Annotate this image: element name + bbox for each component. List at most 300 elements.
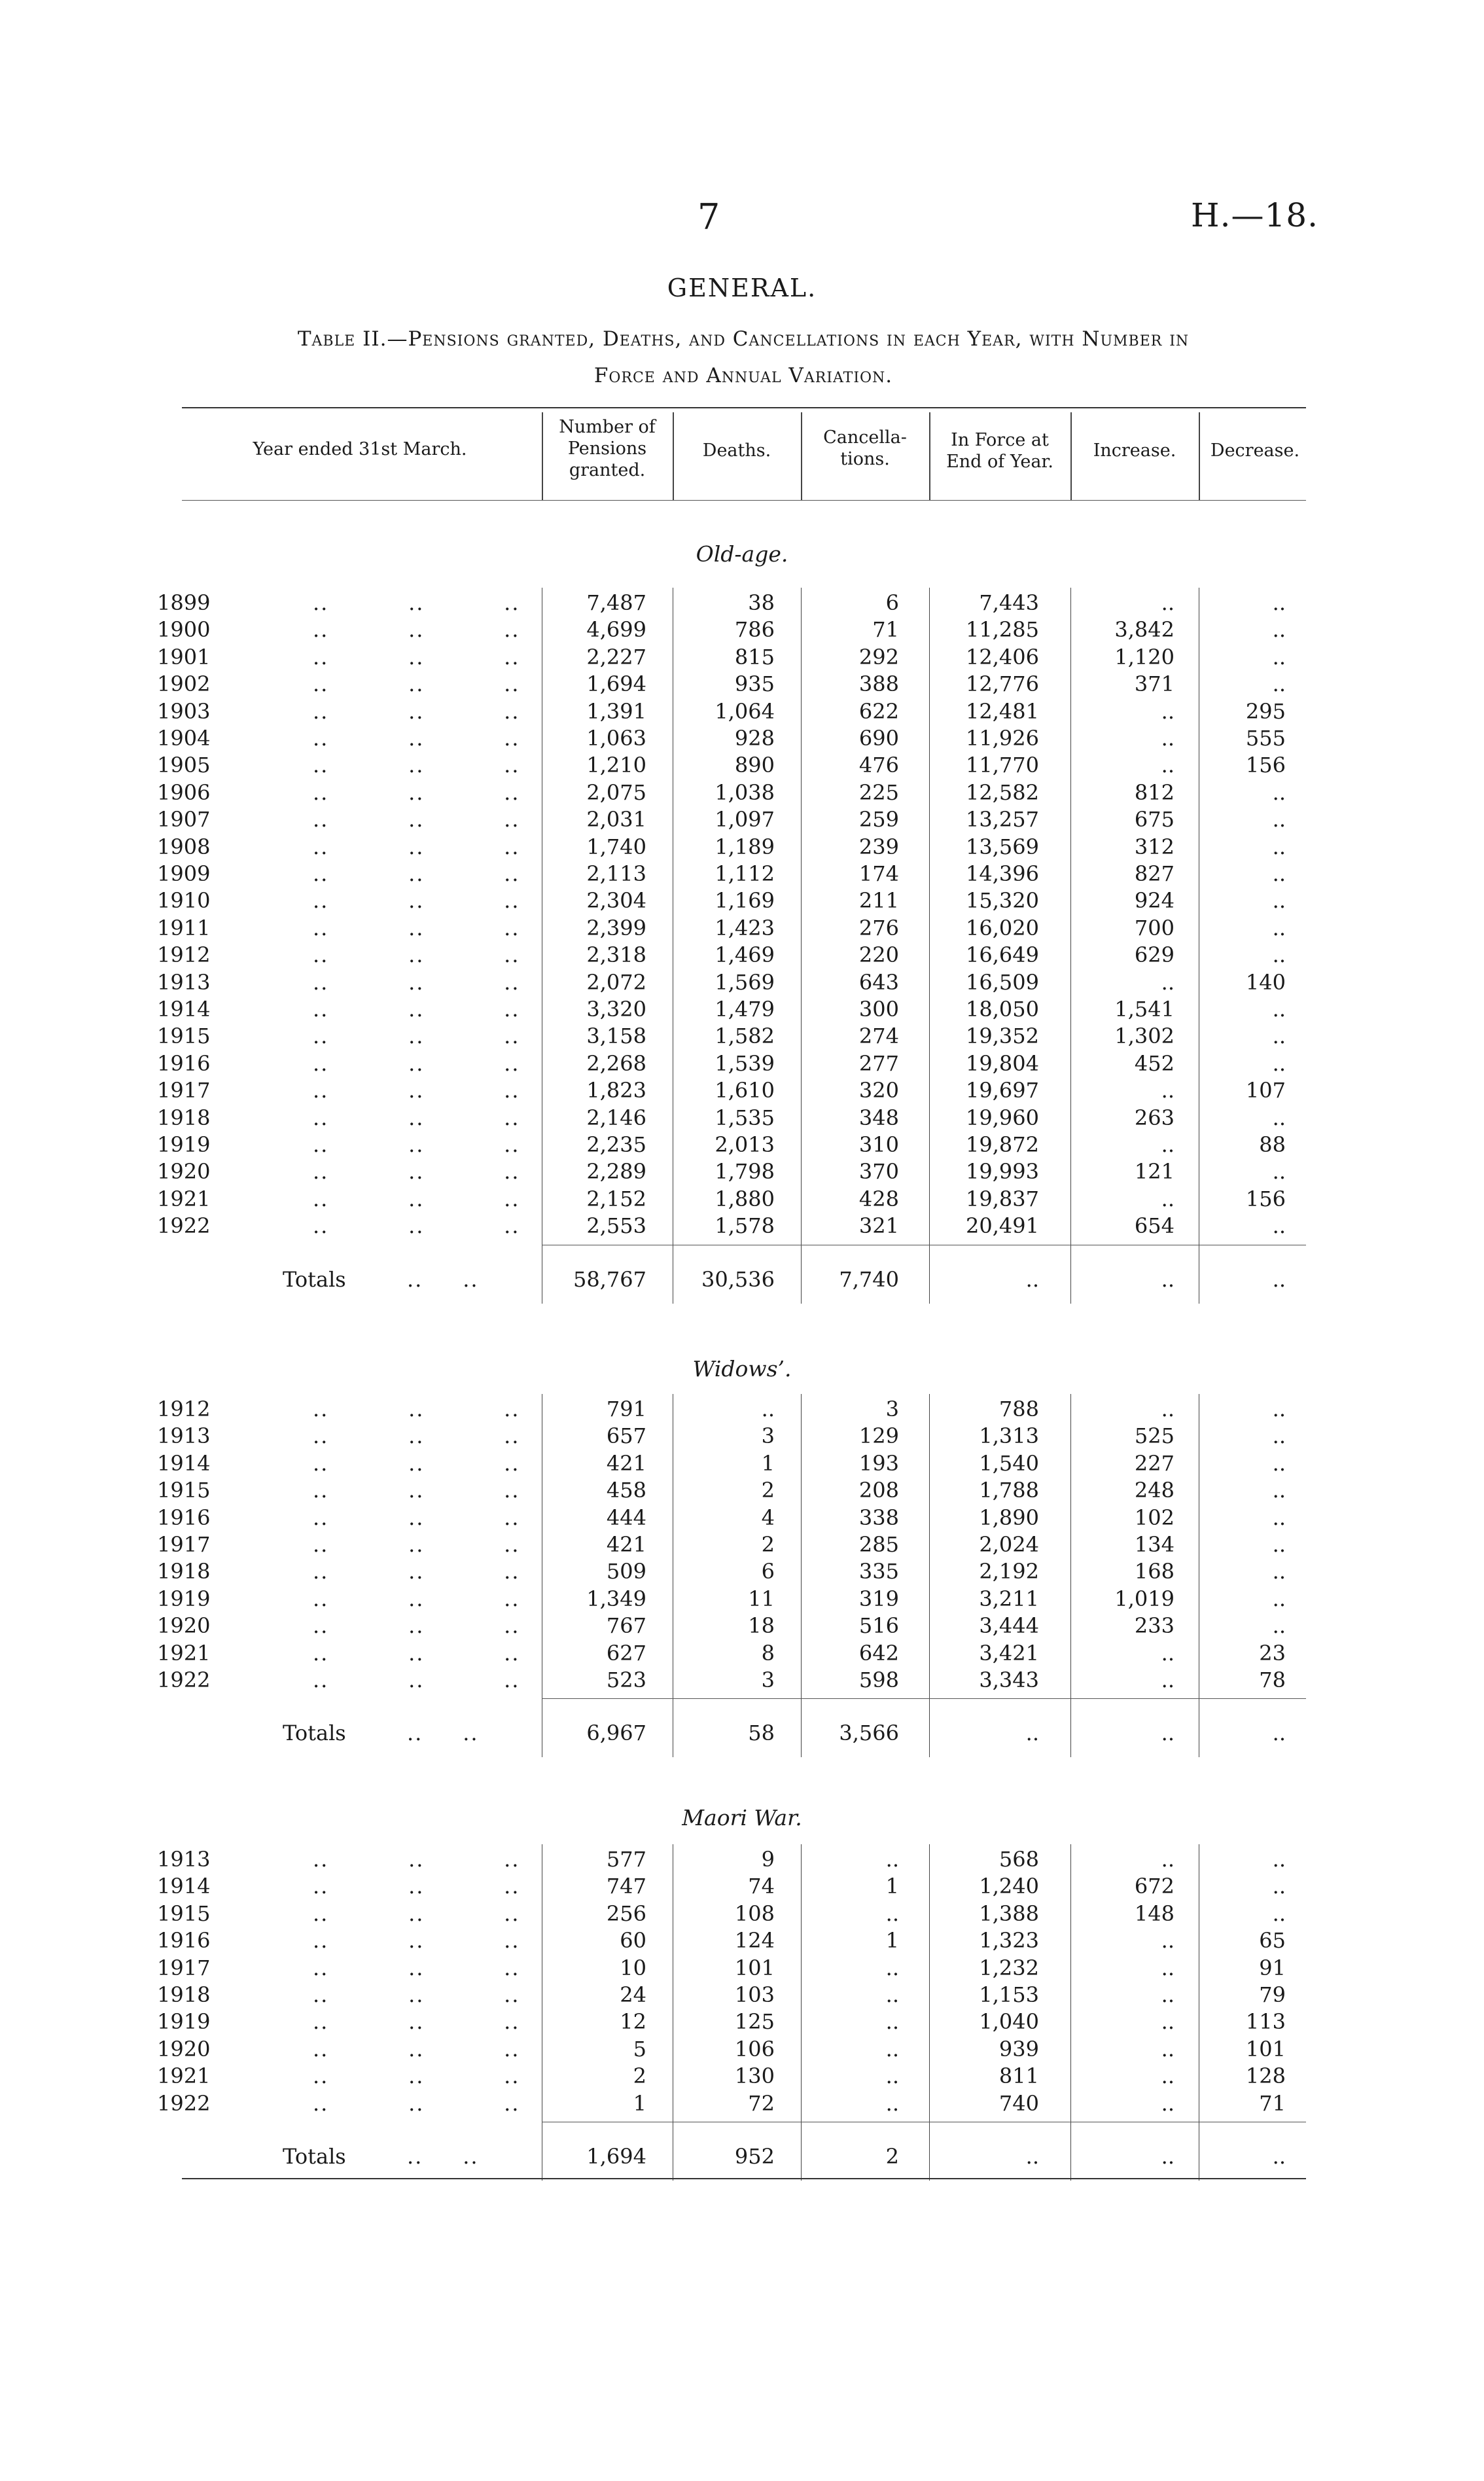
column-header-cancellations-line-2: tions. bbox=[840, 449, 890, 469]
row-cell: 3,842 bbox=[1114, 617, 1175, 642]
row-cell: 3 bbox=[761, 1423, 775, 1448]
totals-cell: 30,536 bbox=[701, 1267, 775, 1292]
row-cell: 79 bbox=[1259, 1982, 1286, 2007]
row-cell: 3 bbox=[885, 1397, 899, 1421]
row-leader-dots: .. .. .. bbox=[313, 942, 520, 967]
header-divider bbox=[1199, 412, 1200, 500]
row-cell: 20,491 bbox=[966, 1213, 1039, 1238]
section-title: Old-age. bbox=[696, 541, 788, 567]
row-leader-dots: .. .. .. bbox=[313, 1187, 520, 1211]
row-cell: 285 bbox=[858, 1532, 899, 1557]
row-cell: 1,423 bbox=[715, 916, 775, 940]
column-header-granted-line-3: granted. bbox=[569, 460, 646, 480]
row-cell: 292 bbox=[858, 645, 899, 669]
row-cell: .. bbox=[885, 1982, 899, 2007]
row-cell: 1,097 bbox=[715, 807, 775, 832]
row-year: 1913 bbox=[157, 1847, 211, 1872]
column-divider bbox=[801, 588, 802, 1304]
row-leader-dots: .. .. .. bbox=[313, 1159, 520, 1184]
row-cell: 1,694 bbox=[586, 671, 646, 696]
row-cell: 3,421 bbox=[979, 1641, 1039, 1666]
row-cell: .. bbox=[1161, 1078, 1175, 1103]
row-cell: 320 bbox=[858, 1078, 899, 1103]
row-leader-dots: .. .. .. bbox=[313, 2063, 520, 2088]
row-year: 1920 bbox=[157, 2037, 211, 2062]
row-cell: 71 bbox=[872, 617, 899, 642]
row-cell: 555 bbox=[1245, 726, 1286, 751]
column-header-granted bbox=[542, 416, 673, 481]
section-title: Maori War. bbox=[682, 1805, 802, 1830]
row-leader-dots: .. .. .. bbox=[313, 888, 520, 913]
row-cell: 19,993 bbox=[966, 1159, 1039, 1184]
row-cell: .. bbox=[1272, 1423, 1286, 1448]
row-cell: 3,158 bbox=[586, 1024, 646, 1048]
row-cell: .. bbox=[1272, 888, 1286, 913]
row-cell: 1,038 bbox=[715, 780, 775, 805]
totals-cell: .. bbox=[1025, 1267, 1039, 1292]
totals-cell: 1,694 bbox=[586, 2144, 646, 2169]
row-year: 1910 bbox=[157, 888, 211, 913]
row-cell: 19,960 bbox=[966, 1105, 1039, 1130]
row-leader-dots: .. .. .. bbox=[313, 726, 520, 751]
row-cell: 18 bbox=[748, 1613, 775, 1638]
row-year: 1914 bbox=[157, 1451, 211, 1476]
row-cell: 60 bbox=[620, 1928, 646, 1953]
row-year: 1922 bbox=[157, 1668, 211, 1692]
row-cell: 452 bbox=[1134, 1051, 1175, 1076]
row-cell: 1,880 bbox=[715, 1187, 775, 1211]
row-leader-dots: .. .. .. bbox=[313, 1051, 520, 1076]
row-leader-dots: .. .. .. bbox=[313, 1532, 520, 1557]
row-cell: .. bbox=[1272, 1213, 1286, 1238]
row-cell: .. bbox=[1161, 1397, 1175, 1421]
row-cell: 1,169 bbox=[715, 888, 775, 913]
row-cell: 928 bbox=[734, 726, 775, 751]
row-cell: .. bbox=[1161, 726, 1175, 751]
row-cell: .. bbox=[885, 2091, 899, 2116]
row-year: 1906 bbox=[157, 780, 211, 805]
row-cell: 2,075 bbox=[586, 780, 646, 805]
row-leader-dots: .. .. .. bbox=[313, 1423, 520, 1448]
row-cell: 2,553 bbox=[586, 1213, 646, 1238]
row-year: 1917 bbox=[157, 1532, 211, 1557]
row-cell: 1,578 bbox=[715, 1213, 775, 1238]
row-cell: .. bbox=[1161, 1187, 1175, 1211]
column-header-in-force-line-1: In Force at bbox=[951, 430, 1049, 450]
row-cell: 1,323 bbox=[979, 1928, 1039, 1953]
header-bottom-rule bbox=[182, 500, 1306, 501]
row-cell: 1,349 bbox=[586, 1586, 646, 1611]
row-leader-dots: .. .. .. bbox=[313, 645, 520, 669]
row-cell: 1,582 bbox=[715, 1024, 775, 1048]
row-cell: 220 bbox=[858, 942, 899, 967]
row-leader-dots: .. .. .. bbox=[313, 1874, 520, 1899]
row-cell: .. bbox=[1161, 1132, 1175, 1157]
totals-leader-dots: .. .. bbox=[407, 1721, 479, 1745]
row-cell: 1 bbox=[761, 1451, 775, 1476]
row-year: 1921 bbox=[157, 2063, 211, 2088]
column-header-granted-line-2: Pensions bbox=[567, 438, 647, 459]
row-year: 1903 bbox=[157, 699, 211, 724]
row-cell: 812 bbox=[1134, 780, 1175, 805]
row-leader-dots: .. .. .. bbox=[313, 807, 520, 832]
row-year: 1917 bbox=[157, 1078, 211, 1103]
row-leader-dots: .. .. .. bbox=[313, 1928, 520, 1953]
row-cell: .. bbox=[1272, 1613, 1286, 1638]
row-cell: 1,302 bbox=[1114, 1024, 1175, 1048]
row-cell: 2,227 bbox=[586, 645, 646, 669]
row-cell: 1,469 bbox=[715, 942, 775, 967]
row-cell: 3,211 bbox=[979, 1586, 1039, 1611]
column-header-deaths: Deaths. bbox=[702, 440, 771, 461]
row-year: 1901 bbox=[157, 645, 211, 669]
row-year: 1899 bbox=[157, 590, 211, 615]
row-cell: 2 bbox=[761, 1532, 775, 1557]
row-leader-dots: .. .. .. bbox=[313, 753, 520, 777]
row-cell: 263 bbox=[1134, 1105, 1175, 1130]
column-divider bbox=[929, 588, 930, 1304]
row-cell: 2,072 bbox=[586, 970, 646, 995]
column-divider bbox=[1070, 588, 1071, 1304]
row-cell: 12,776 bbox=[966, 671, 1039, 696]
row-cell: .. bbox=[1272, 1397, 1286, 1421]
totals-label: Totals bbox=[283, 2144, 346, 2169]
section-heading: GENERAL. bbox=[667, 274, 817, 302]
row-cell: 225 bbox=[858, 780, 899, 805]
row-cell: .. bbox=[1272, 1901, 1286, 1926]
row-cell: 4 bbox=[761, 1505, 775, 1530]
row-cell: 125 bbox=[734, 2009, 775, 2034]
row-cell: 101 bbox=[734, 1955, 775, 1980]
totals-cell: 2 bbox=[885, 2144, 899, 2169]
row-cell: 348 bbox=[858, 1105, 899, 1130]
column-header-in-force-line-2: End of Year. bbox=[946, 452, 1053, 472]
row-cell: .. bbox=[1272, 645, 1286, 669]
column-divider bbox=[1070, 1394, 1071, 1757]
row-leader-dots: .. .. .. bbox=[313, 590, 520, 615]
row-cell: 335 bbox=[858, 1559, 899, 1584]
row-cell: 211 bbox=[858, 888, 899, 913]
totals-cell: 952 bbox=[734, 2144, 775, 2169]
row-cell: .. bbox=[1161, 1982, 1175, 2007]
row-cell: 103 bbox=[734, 1982, 775, 2007]
row-cell: 16,020 bbox=[966, 916, 1039, 940]
row-cell: 1,112 bbox=[715, 861, 775, 886]
row-cell: 8 bbox=[761, 1641, 775, 1666]
row-cell: 1,535 bbox=[715, 1105, 775, 1130]
row-cell: 295 bbox=[1245, 699, 1286, 724]
row-cell: 421 bbox=[606, 1451, 646, 1476]
row-cell: .. bbox=[1272, 942, 1286, 967]
row-cell: 371 bbox=[1134, 671, 1175, 696]
row-cell: .. bbox=[885, 2009, 899, 2034]
row-year: 1911 bbox=[157, 916, 211, 940]
row-year: 1919 bbox=[157, 1132, 211, 1157]
row-year: 1921 bbox=[157, 1641, 211, 1666]
row-year: 1904 bbox=[157, 726, 211, 751]
row-cell: 11,285 bbox=[966, 617, 1039, 642]
row-leader-dots: .. .. .. bbox=[313, 916, 520, 940]
row-cell: 627 bbox=[606, 1641, 646, 1666]
row-cell: 622 bbox=[858, 699, 899, 724]
row-cell: 2,268 bbox=[586, 1051, 646, 1076]
row-year: 1921 bbox=[157, 1187, 211, 1211]
row-year: 1917 bbox=[157, 1955, 211, 1980]
totals-cell: .. bbox=[1272, 1721, 1286, 1745]
row-cell: .. bbox=[885, 1955, 899, 1980]
row-cell: 13,257 bbox=[966, 807, 1039, 832]
row-year: 1912 bbox=[157, 942, 211, 967]
row-cell: .. bbox=[1161, 1641, 1175, 1666]
row-cell: .. bbox=[1161, 2063, 1175, 2088]
row-cell: 130 bbox=[734, 2063, 775, 2088]
column-divider bbox=[929, 1394, 930, 1757]
row-cell: 370 bbox=[858, 1159, 899, 1184]
row-cell: .. bbox=[885, 1847, 899, 1872]
row-leader-dots: .. .. .. bbox=[313, 1505, 520, 1530]
row-cell: 3,444 bbox=[979, 1613, 1039, 1638]
row-cell: 890 bbox=[734, 753, 775, 777]
row-cell: .. bbox=[1272, 861, 1286, 886]
row-cell: .. bbox=[1161, 1847, 1175, 1872]
row-cell: 2,113 bbox=[586, 861, 646, 886]
header-divider bbox=[929, 412, 930, 500]
row-cell: .. bbox=[1272, 807, 1286, 832]
row-year: 1914 bbox=[157, 1874, 211, 1899]
column-divider bbox=[929, 1844, 930, 2181]
row-cell: 12,582 bbox=[966, 780, 1039, 805]
row-cell: .. bbox=[1272, 997, 1286, 1022]
totals-cell: 58,767 bbox=[573, 1267, 646, 1292]
row-cell: 1,610 bbox=[715, 1078, 775, 1103]
totals-cell: 6,967 bbox=[586, 1721, 646, 1745]
row-cell: 1,153 bbox=[979, 1982, 1039, 2007]
row-leader-dots: .. .. .. bbox=[313, 1451, 520, 1476]
row-cell: 509 bbox=[606, 1559, 646, 1584]
column-header-increase: Increase. bbox=[1093, 440, 1176, 461]
row-cell: 129 bbox=[858, 1423, 899, 1448]
row-cell: 643 bbox=[858, 970, 899, 995]
row-cell: 7,443 bbox=[979, 590, 1039, 615]
row-year: 1915 bbox=[157, 1901, 211, 1926]
page-number: 7 bbox=[698, 196, 720, 238]
row-cell: 101 bbox=[1245, 2037, 1286, 2062]
row-cell: 811 bbox=[998, 2063, 1039, 2088]
row-year: 1916 bbox=[157, 1051, 211, 1076]
row-cell: 108 bbox=[734, 1901, 775, 1926]
row-cell: 1,890 bbox=[979, 1505, 1039, 1530]
row-cell: 9 bbox=[761, 1847, 775, 1872]
row-cell: .. bbox=[761, 1397, 775, 1421]
row-leader-dots: .. .. .. bbox=[313, 1397, 520, 1421]
row-cell: 71 bbox=[1259, 2091, 1286, 2116]
row-cell: 654 bbox=[1134, 1213, 1175, 1238]
row-cell: 1 bbox=[885, 1928, 899, 1953]
row-cell: 2,304 bbox=[586, 888, 646, 913]
row-cell: 675 bbox=[1134, 807, 1175, 832]
row-cell: 227 bbox=[1134, 1451, 1175, 1476]
column-header-granted-line-1: Number of bbox=[559, 417, 656, 437]
row-cell: 428 bbox=[858, 1187, 899, 1211]
row-cell: .. bbox=[885, 2037, 899, 2062]
row-year: 1907 bbox=[157, 807, 211, 832]
totals-label: Totals bbox=[283, 1721, 346, 1745]
totals-cell: .. bbox=[1161, 2144, 1175, 2169]
totals-cell: .. bbox=[1161, 1721, 1175, 1745]
row-cell: 19,872 bbox=[966, 1132, 1039, 1157]
row-leader-dots: .. .. .. bbox=[313, 1668, 520, 1692]
row-cell: .. bbox=[1161, 753, 1175, 777]
row-cell: .. bbox=[1272, 1532, 1286, 1557]
header-top-rule bbox=[182, 407, 1306, 408]
totals-cell: .. bbox=[1161, 1267, 1175, 1292]
row-cell: 78 bbox=[1259, 1668, 1286, 1692]
row-cell: 16,649 bbox=[966, 942, 1039, 967]
row-leader-dots: .. .. .. bbox=[313, 1078, 520, 1103]
row-year: 1900 bbox=[157, 617, 211, 642]
row-cell: 300 bbox=[858, 997, 899, 1022]
header-divider bbox=[542, 412, 543, 500]
row-cell: 10 bbox=[620, 1955, 646, 1980]
row-leader-dots: .. .. .. bbox=[313, 970, 520, 995]
row-cell: 2,289 bbox=[586, 1159, 646, 1184]
row-cell: 388 bbox=[858, 671, 899, 696]
totals-leader-dots: .. .. bbox=[407, 2144, 479, 2169]
row-cell: 233 bbox=[1134, 1613, 1175, 1638]
totals-leader-dots: .. .. bbox=[407, 1267, 479, 1292]
table-caption-line-1: Table II.—Pensions granted, Deaths, and Cancellations in each Year, with Number in bbox=[297, 327, 1190, 351]
row-year: 1922 bbox=[157, 2091, 211, 2116]
row-cell: .. bbox=[1272, 617, 1286, 642]
row-cell: 516 bbox=[858, 1613, 899, 1638]
row-cell: .. bbox=[1272, 1024, 1286, 1048]
row-cell: 140 bbox=[1245, 970, 1286, 995]
row-year: 1913 bbox=[157, 1423, 211, 1448]
row-cell: 106 bbox=[734, 2037, 775, 2062]
column-header-cancellations-line-1: Cancella- bbox=[823, 427, 907, 448]
row-cell: 248 bbox=[1134, 1478, 1175, 1503]
row-cell: .. bbox=[1272, 1847, 1286, 1872]
section-title: Widows’. bbox=[692, 1356, 792, 1382]
row-cell: 88 bbox=[1259, 1132, 1286, 1157]
header-divider bbox=[801, 412, 802, 500]
row-cell: 421 bbox=[606, 1532, 646, 1557]
row-cell: .. bbox=[1272, 1478, 1286, 1503]
row-leader-dots: .. .. .. bbox=[313, 1982, 520, 2007]
row-cell: 134 bbox=[1134, 1532, 1175, 1557]
row-year: 1922 bbox=[157, 1213, 211, 1238]
row-cell: 1,539 bbox=[715, 1051, 775, 1076]
row-cell: 13,569 bbox=[966, 834, 1039, 859]
row-cell: 1,388 bbox=[979, 1901, 1039, 1926]
row-cell: 458 bbox=[606, 1478, 646, 1503]
row-cell: 16,509 bbox=[966, 970, 1039, 995]
row-cell: .. bbox=[885, 2063, 899, 2088]
row-cell: 312 bbox=[1134, 834, 1175, 859]
row-year: 1920 bbox=[157, 1613, 211, 1638]
row-cell: 338 bbox=[858, 1505, 899, 1530]
row-year: 1915 bbox=[157, 1024, 211, 1048]
row-cell: 3,343 bbox=[979, 1668, 1039, 1692]
row-cell: 2,318 bbox=[586, 942, 646, 967]
row-cell: 14,396 bbox=[966, 861, 1039, 886]
row-leader-dots: .. .. .. bbox=[313, 1024, 520, 1048]
totals-label: Totals bbox=[283, 1267, 346, 1292]
row-cell: 598 bbox=[858, 1668, 899, 1692]
row-cell: 208 bbox=[858, 1478, 899, 1503]
totals-cell: 58 bbox=[748, 1721, 775, 1745]
row-cell: 815 bbox=[734, 645, 775, 669]
row-leader-dots: .. .. .. bbox=[313, 1586, 520, 1611]
row-cell: .. bbox=[1272, 1586, 1286, 1611]
row-year: 1908 bbox=[157, 834, 211, 859]
row-cell: 786 bbox=[734, 617, 775, 642]
row-year: 1919 bbox=[157, 2009, 211, 2034]
row-leader-dots: .. .. .. bbox=[313, 1613, 520, 1638]
row-cell: 193 bbox=[858, 1451, 899, 1476]
row-year: 1918 bbox=[157, 1982, 211, 2007]
row-cell: 672 bbox=[1134, 1874, 1175, 1899]
row-cell: 121 bbox=[1134, 1159, 1175, 1184]
row-cell: 767 bbox=[606, 1613, 646, 1638]
row-cell: 2 bbox=[633, 2063, 646, 2088]
row-leader-dots: .. .. .. bbox=[313, 1105, 520, 1130]
row-cell: 1,541 bbox=[1114, 997, 1175, 1022]
row-cell: .. bbox=[1161, 970, 1175, 995]
row-cell: 148 bbox=[1134, 1901, 1175, 1926]
row-cell: 1,063 bbox=[586, 726, 646, 751]
row-cell: .. bbox=[1272, 1451, 1286, 1476]
row-cell: .. bbox=[1272, 590, 1286, 615]
row-cell: 15,320 bbox=[966, 888, 1039, 913]
row-cell: 6 bbox=[761, 1559, 775, 1584]
row-cell: 11 bbox=[748, 1586, 775, 1611]
row-cell: 2,024 bbox=[979, 1532, 1039, 1557]
row-leader-dots: .. .. .. bbox=[313, 2009, 520, 2034]
totals-cell: .. bbox=[1272, 2144, 1286, 2169]
row-cell: 5 bbox=[633, 2037, 646, 2062]
row-cell: 568 bbox=[998, 1847, 1039, 1872]
row-cell: 91 bbox=[1259, 1955, 1286, 1980]
column-divider bbox=[1070, 1844, 1071, 2181]
row-cell: .. bbox=[1161, 2009, 1175, 2034]
row-cell: 12,406 bbox=[966, 645, 1039, 669]
row-cell: 156 bbox=[1245, 1187, 1286, 1211]
row-cell: 4,699 bbox=[586, 617, 646, 642]
row-cell: 2,192 bbox=[979, 1559, 1039, 1584]
row-cell: 444 bbox=[606, 1505, 646, 1530]
row-cell: .. bbox=[1272, 780, 1286, 805]
row-cell: 38 bbox=[748, 590, 775, 615]
row-cell: 476 bbox=[858, 753, 899, 777]
row-leader-dots: .. .. .. bbox=[313, 1559, 520, 1584]
row-cell: 2,013 bbox=[715, 1132, 775, 1157]
row-leader-dots: .. .. .. bbox=[313, 1132, 520, 1157]
row-cell: 2,031 bbox=[586, 807, 646, 832]
row-cell: .. bbox=[1272, 834, 1286, 859]
row-cell: 1,064 bbox=[715, 699, 775, 724]
row-cell: 19,837 bbox=[966, 1187, 1039, 1211]
totals-cell: .. bbox=[1025, 1721, 1039, 1745]
row-cell: 1 bbox=[885, 1874, 899, 1899]
row-cell: 1,788 bbox=[979, 1478, 1039, 1503]
column-header-cancellations bbox=[801, 427, 929, 470]
column-divider bbox=[801, 1394, 802, 1757]
row-cell: 72 bbox=[748, 2091, 775, 2116]
totals-cell: 7,740 bbox=[839, 1267, 899, 1292]
row-cell: .. bbox=[1272, 916, 1286, 940]
row-cell: 128 bbox=[1245, 2063, 1286, 2088]
